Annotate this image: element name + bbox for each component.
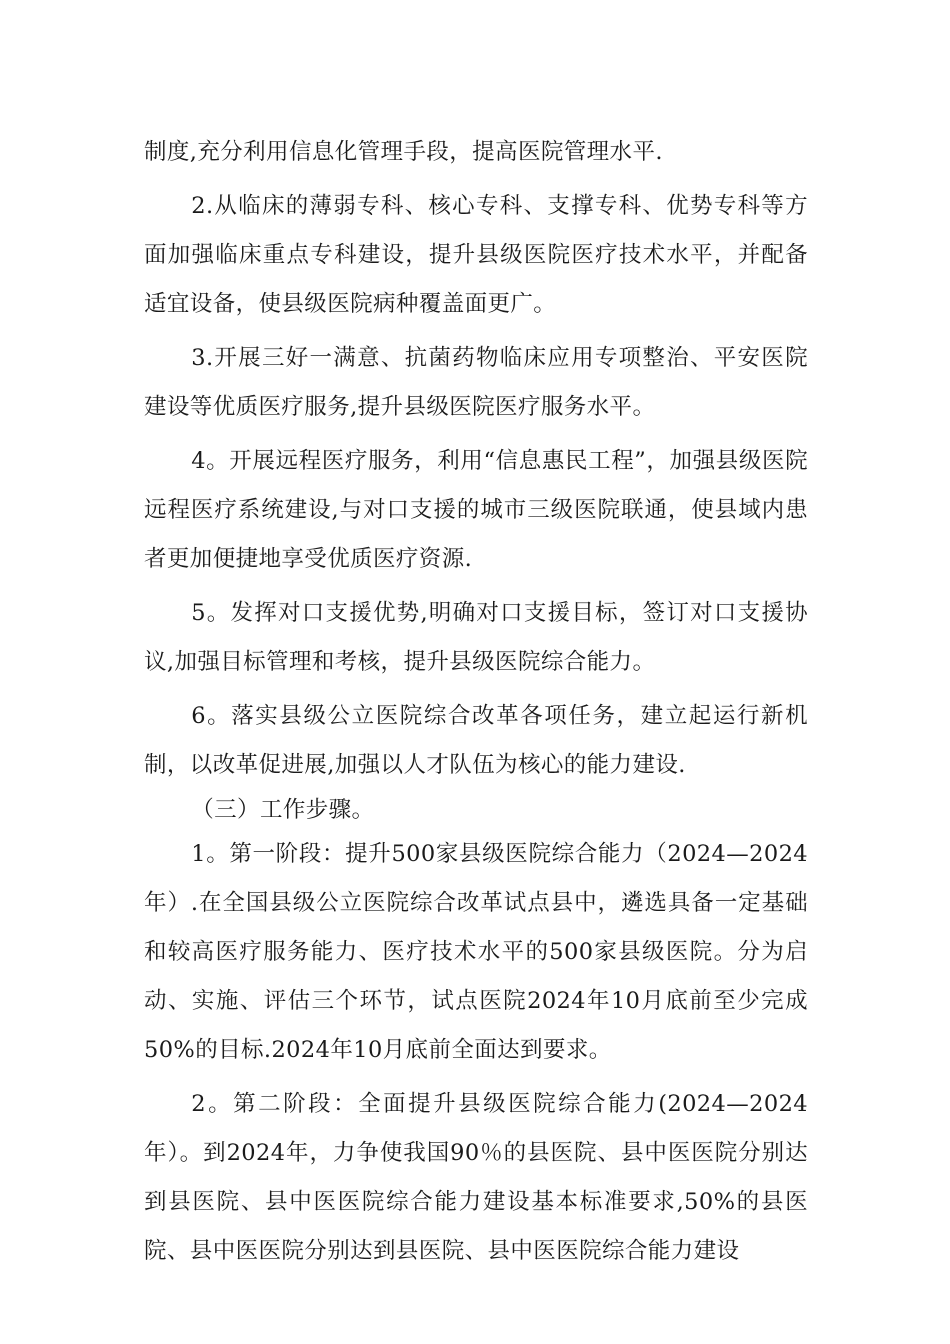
document-body [144, 128, 808, 1276]
paragraph-continued: 制度,充分利用信息化管理手段，提高医院管理水平. [144, 139, 663, 165]
paragraph-item-3: 3.开展三好一满意、抗菌药物临床应用专项整治、平安医院建设等优质医疗服务,提升县级医院医疗服务水平。 [144, 345, 808, 420]
paragraph-item-4: 4。开展远程医疗服务，利用“信息惠民工程”，加强县级医院远程医疗系统建设,与对口支援的城市三级医院联通，使县域内患者更加便捷地享受优质医疗资源. [144, 448, 808, 572]
paragraph-step-1: 1。第一阶段：提升500家县级医院综合能力（2024—2024年）.在全国县级公立医院综合改革试点县中，遴选具备一定基础和较高医疗服务能力、医疗技术水平的500家县级医院。分为启动、实施、评估三个环节，试点医院2024年10月底前至少完成50%的目标.2024年10月底前全面达到要求。 [144, 841, 808, 1063]
paragraph-item-6: 6。落实县级公立医院综合改革各项任务，建立起运行新机制，以改革促进展,加强以人才队伍为核心的能力建设. [144, 703, 808, 778]
paragraph-item-2: 2.从临床的薄弱专科、核心专科、支撑专科、优势专科等方面加强临床重点专科建设，提升县级医院医疗技术水平，并配备适宜设备，使县级医院病种覆盖面更广。 [144, 193, 808, 317]
section-heading-work-steps: （三）工作步骤。 [191, 797, 375, 823]
paragraph-step-2: 2。第二阶段：全面提升县级医院综合能力(2024—2024年）。到2024年，力争使我国90％的县医院、县中医医院分别达到县医院、县中医医院综合能力建设基本标准要求,50%的县医院、县中医医院分别达到县医院、县中医医院综合能力建设 [144, 1091, 808, 1264]
paragraph-item-5: 5。发挥对口支援优势,明确对口支援目标，签订对口支援协议,加强目标管理和考核，提升县级医院综合能力。 [144, 600, 808, 675]
